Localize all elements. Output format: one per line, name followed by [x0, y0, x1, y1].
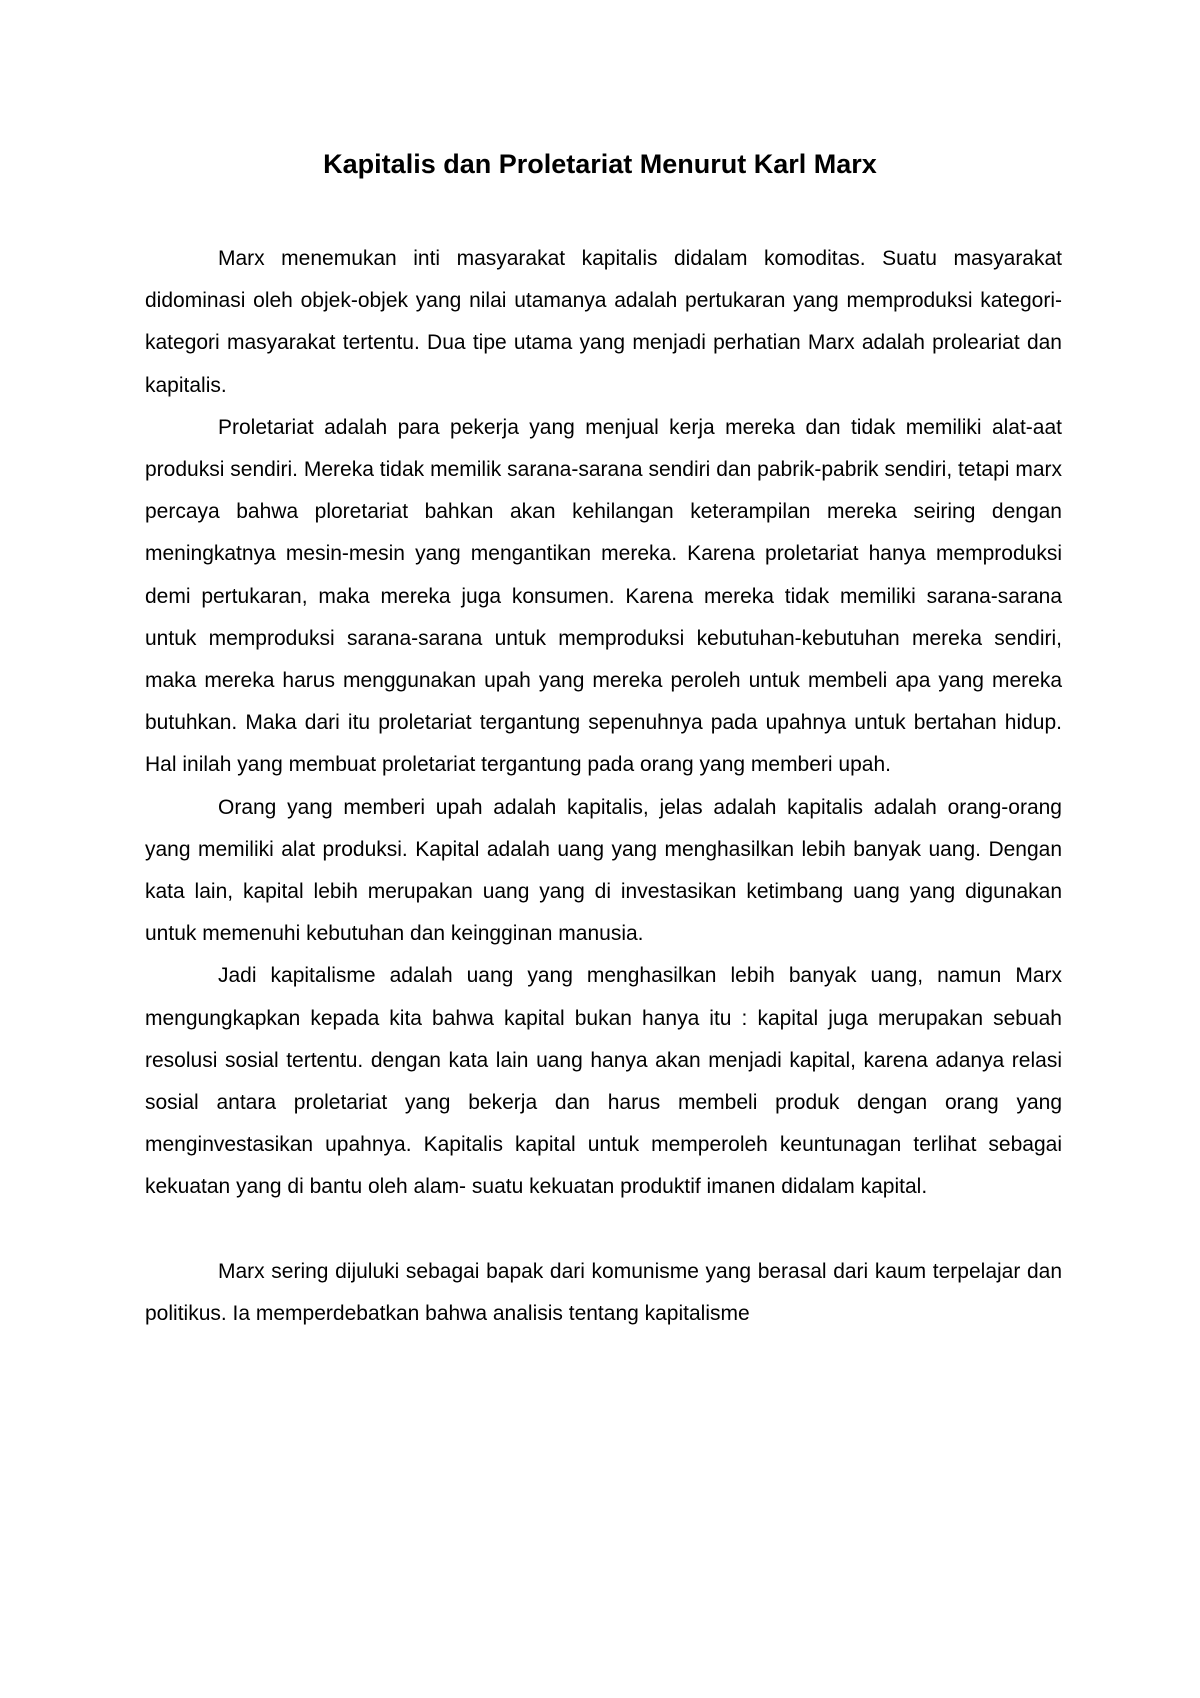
- document-body: [145, 238, 1062, 1335]
- document-title: Kapitalis dan Proletariat Menurut Karl Marx: [323, 149, 877, 179]
- paragraph-proletariat: Proletariat adalah para pekerja yang menjual kerja mereka dan tidak memiliki alat-aat produksi sendiri. Mereka tidak memilik sarana-sarana sendiri dan pabrik-pabrik sendiri, tetapi marx percaya bahwa ploretariat bahkan akan kehilangan keterampilan mereka seiring dengan meningkatnya mesin-mesin yang mengantikan mereka. Karena proletariat hanya memproduksi demi pertukaran, maka mereka juga konsumen. Karena mereka tidak memiliki sarana-sarana untuk memproduksi sarana-sarana untuk memproduksi kebutuhan-kebutuhan mereka sendiri, maka mereka harus menggunakan upah yang mereka peroleh untuk membeli apa yang mereka butuhkan. Maka dari itu proletariat tergantung sepenuhnya pada upahnya untuk bertahan hidup. Hal inilah yang membuat proletariat tergantung pada orang yang memberi upah.: [145, 415, 1062, 777]
- paragraph-komunisme: Marx sering dijuluki sebagai bapak dari komunisme yang berasal dari kaum terpelajar dan politikus. Ia memperdebatkan bahwa analisis tentang kapitalisme: [145, 1259, 1062, 1325]
- paragraph-komoditas: Marx menemukan inti masyarakat kapitalis didalam komoditas. Suatu masyarakat didominasi oleh objek-objek yang nilai utamanya adalah pertukaran yang memproduksi kategori-kategori masyarakat tertentu. Dua tipe utama yang menjadi perhatian Marx adalah proleariat dan kapitalis.: [145, 247, 1062, 397]
- paragraph-kapitalisme: Jadi kapitalisme adalah uang yang menghasilkan lebih banyak uang, namun Marx mengungkapkan kepada kita bahwa kapital bukan hanya itu : kapital juga merupakan sebuah resolusi sosial tertentu. dengan kata lain uang hanya akan menjadi kapital, karena adanya relasi sosial antara proletariat yang bekerja dan harus membeli produk dengan orang yang menginvestasikan upahnya. Kapitalis kapital untuk memperoleh keuntunagan terlihat sebagai kekuatan yang di bantu oleh alam- suatu kekuatan produktif imanen didalam kapital.: [145, 964, 1062, 1199]
- paragraph-pemberi-upah: Orang yang memberi upah adalah kapitalis, jelas adalah kapitalis adalah orang-orang yang memiliki alat produksi. Kapital adalah uang yang menghasilkan lebih banyak uang. Dengan kata lain, kapital lebih merupakan uang yang di investasikan ketimbang uang yang digunakan untuk memenuhi kebutuhan dan keingginan manusia.: [145, 795, 1062, 946]
